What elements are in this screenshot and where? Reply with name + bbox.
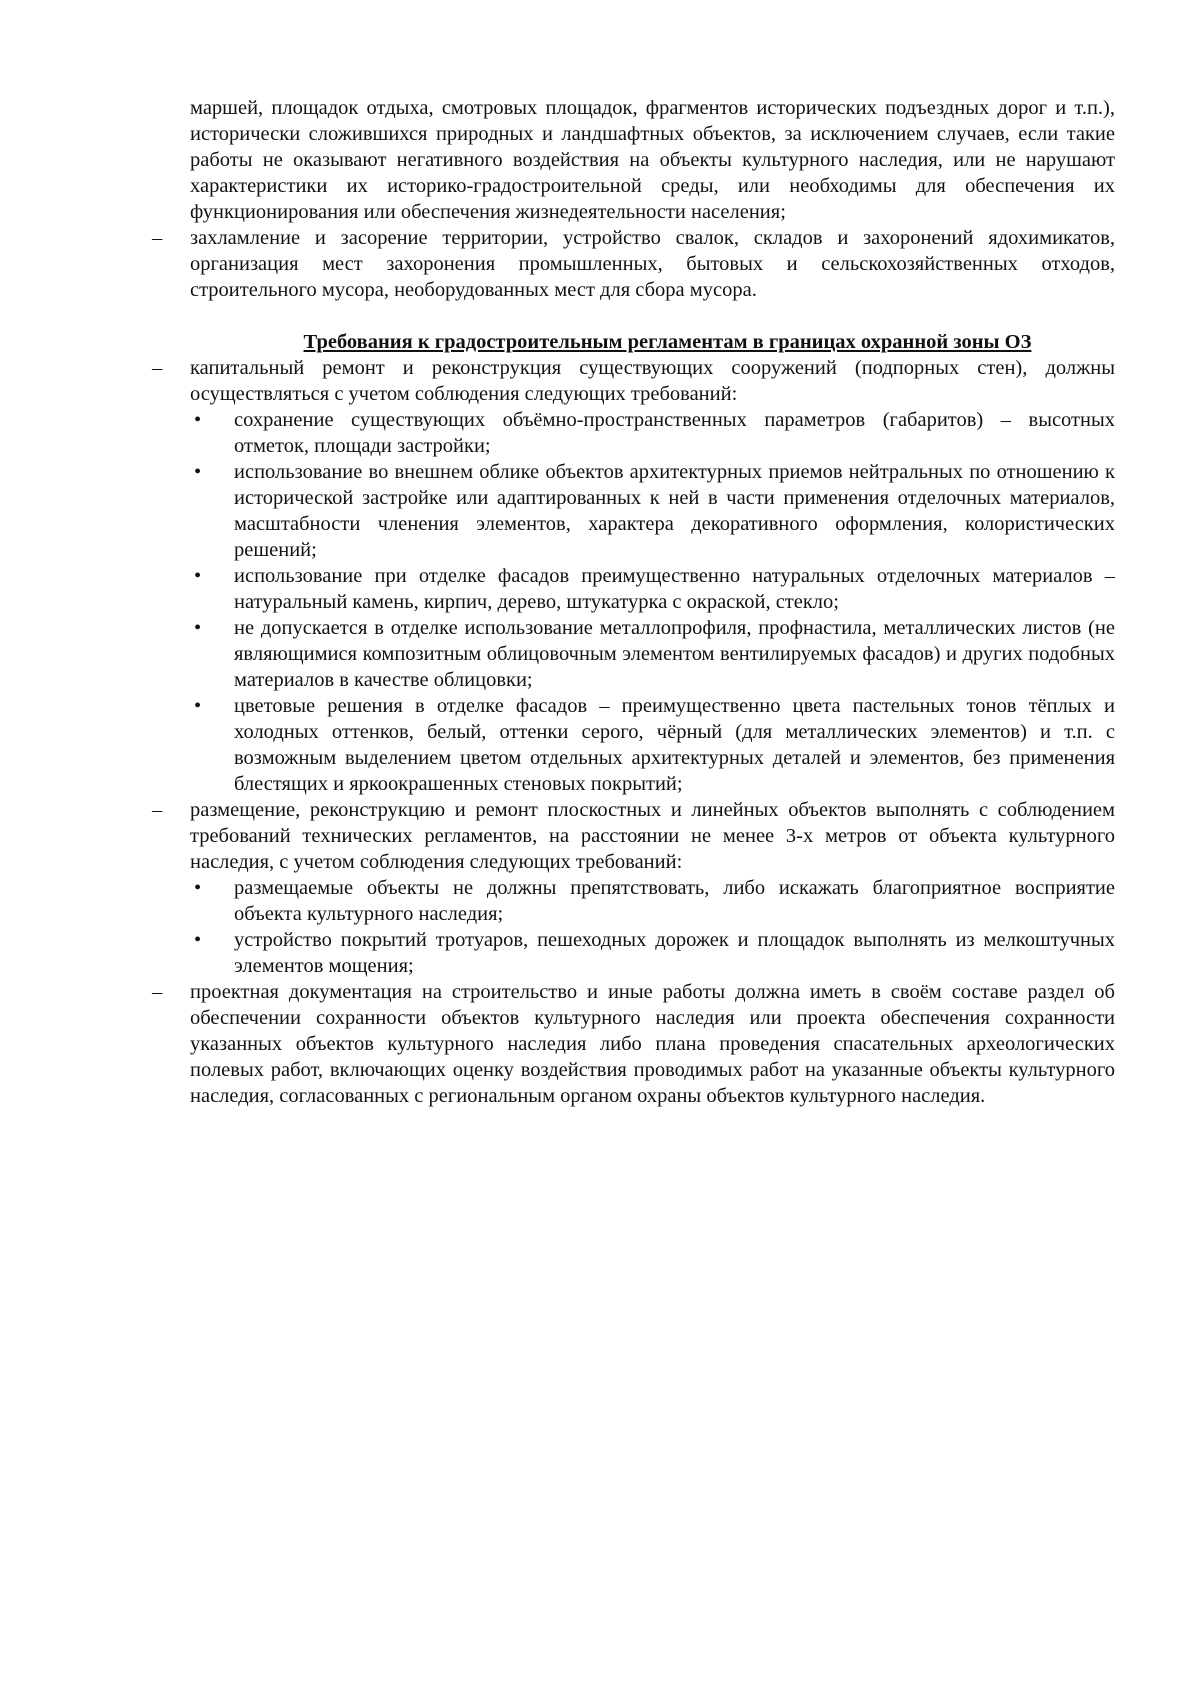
bullet-text: использование во внешнем облике объектов архитектурных приемов нейтральных по отношению к исторической застройке или адаптированных к ней в части применения отделочных материалов, масштабности членения элементов, характера декоративного оформления, колористических решений;: [234, 461, 1115, 561]
bullet-text: сохранение существующих объёмно-пространственных параметров (габаритов) – высотных отметок, площади застройки;: [234, 409, 1115, 457]
requirement-item: [152, 797, 1115, 979]
prohibited-works-list: [152, 225, 1115, 303]
bullet-item: [194, 459, 1115, 563]
list-item: [152, 225, 1115, 303]
bullet-text: использование при отделке фасадов преимущественно натуральных отделочных материалов – натуральный камень, кирпич, дерево, штукатурка с окраской, стекло;: [234, 565, 1115, 613]
requirement-item: [152, 355, 1115, 797]
requirement-bullets: [190, 875, 1115, 979]
bullet-text: цветовые решения в отделке фасадов – преимущественно цвета пастельных тонов тёплых и холодных оттенков, белый, оттенки серого, чёрный (для металлических элементов) и т.п. с возможным выделением цветом отдельных архитектурных деталей и элементов, без применения блестящих и яркоокрашенных стеновых покрытий;: [234, 695, 1115, 795]
dash-marker: –: [152, 357, 163, 379]
bullet-marker: •: [194, 877, 202, 899]
bullet-item: [194, 927, 1115, 979]
bullet-text: не допускается в отделке использование металлопрофиля, профнастила, металлических листов (не являющимися композитным облицовочным элементом вентилируемых фасадов) и других подобных материалов в качестве облицовки;: [234, 617, 1115, 691]
dash-marker: –: [152, 799, 163, 821]
bullet-marker: •: [194, 409, 202, 431]
bullet-marker: •: [194, 929, 202, 951]
dash-marker: –: [152, 227, 163, 249]
requirements-list: [152, 355, 1115, 1109]
requirement-text: проектная документация на строительство и иные работы должна иметь в своём составе раздел об обеспечении сохранности объектов культурного наследия или проекта обеспечения сохранности указанных объектов культурного наследия либо плана проведения спасательных археологических полевых работ, включающих оценку воздействия проводимых работ на указанные объекты культурного наследия, согласованных с региональным органом охраны объектов культурного наследия.: [190, 981, 1115, 1107]
dash-marker: –: [152, 981, 163, 1003]
bullet-marker: •: [194, 617, 202, 639]
bullet-text: размещаемые объекты не должны препятствовать, либо искажать благоприятное восприятие объекта культурного наследия;: [234, 877, 1115, 925]
document-body: [152, 95, 1115, 1109]
section-heading: Требования к градостроительным регламентам в границах охранной зоны ОЗ: [303, 331, 1032, 353]
requirement-text: капитальный ремонт и реконструкция существующих сооружений (подпорных стен), должны осуществляться с учетом соблюдения следующих требований:: [190, 357, 1115, 405]
requirement-bullets: [190, 407, 1115, 797]
requirement-item: [152, 979, 1115, 1109]
bullet-item: [194, 615, 1115, 693]
bullet-item: [194, 407, 1115, 459]
intro-paragraph: маршей, площадок отдыха, смотровых площадок, фрагментов исторических подъездных дорог и т.п.), исторически сложившихся природных и ландшафтных объектов, за исключением случаев, если такие работы не оказывают негативного воздействия на объекты культурного наследия, или не нарушают характеристики их историко-градостроительной среды, или необходимы для обеспечения их функционирования или обеспечения жизнедеятельности населения;: [190, 97, 1115, 223]
bullet-item: [194, 563, 1115, 615]
bullet-marker: •: [194, 695, 202, 717]
bullet-item: [194, 875, 1115, 927]
bullet-item: [194, 693, 1115, 797]
bullet-marker: •: [194, 565, 202, 587]
requirement-text: размещение, реконструкцию и ремонт плоскостных и линейных объектов выполнять с соблюдением требований технических регламентов, на расстоянии не менее 3-х метров от объекта культурного наследия, с учетом соблюдения следующих требований:: [190, 799, 1115, 873]
list-item-text: захламление и засорение территории, устройство свалок, складов и захоронений ядохимикатов, организация мест захоронения промышленных, бытовых и сельскохозяйственных отходов, строительного мусора, необорудованных мест для сбора мусора.: [190, 227, 1115, 301]
bullet-marker: •: [194, 461, 202, 483]
bullet-text: устройство покрытий тротуаров, пешеходных дорожек и площадок выполнять из мелкоштучных элементов мощения;: [234, 929, 1115, 977]
